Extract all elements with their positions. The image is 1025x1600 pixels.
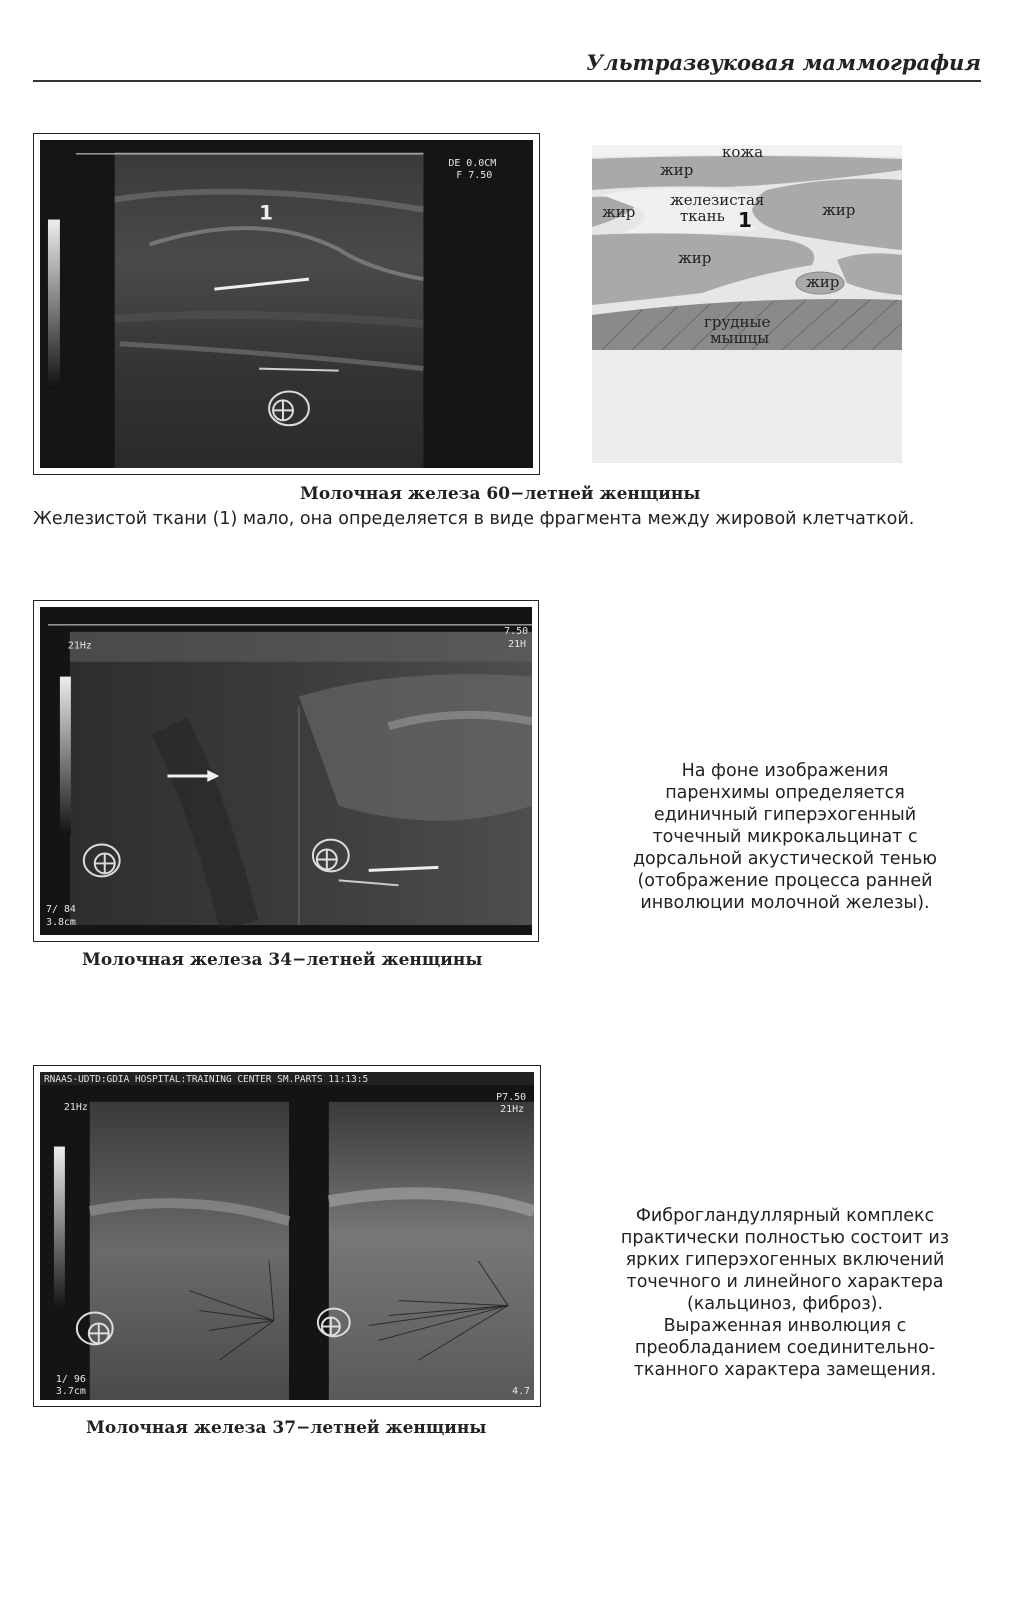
text-line: инволюции молочной железы). xyxy=(640,893,930,913)
freq-readout: P7.50 xyxy=(496,1091,527,1103)
text-line: На фоне изображения xyxy=(681,761,889,781)
text-line: (кальциноз, фиброз). xyxy=(686,1294,884,1314)
text-line: (отображение процесса ранней xyxy=(637,871,933,891)
text-line: Выраженная инволюция с xyxy=(663,1316,907,1336)
frame-rate-readout-right: 21Hz xyxy=(500,1103,525,1115)
figure-caption-2: Молочная железа 34−летней женщины xyxy=(82,950,483,970)
ultrasound-image-1 xyxy=(33,133,540,475)
ultrasound-image-2 xyxy=(33,600,539,942)
anatomy-diagram xyxy=(592,145,902,463)
label-gland-number: 1 xyxy=(738,208,752,232)
depth-readout: DE 0.0CM xyxy=(448,157,497,169)
frame-rate-readout: 21Hz xyxy=(63,1101,88,1113)
frame-counter: 7/ 84 xyxy=(45,904,76,916)
ultrasound-image-3 xyxy=(33,1065,541,1407)
label-muscle-2: мышцы xyxy=(710,329,770,347)
label-gland-2: ткань xyxy=(680,207,725,225)
label-muscle-1: грудные xyxy=(704,313,771,331)
text-line: точечного и линейного характера xyxy=(626,1272,944,1292)
freq-readout: 7.50 xyxy=(504,625,529,637)
depth-readout-right: 4.7 xyxy=(512,1386,531,1398)
header-rule xyxy=(33,80,981,82)
label-skin: кожа xyxy=(722,145,764,161)
figure-text-3 xyxy=(590,1205,980,1381)
text-line: преобладанием соединительно- xyxy=(634,1338,936,1358)
label-fat-right: жир xyxy=(822,201,856,219)
frame-counter: 1/ 96 xyxy=(55,1374,86,1386)
figure-text-1: Железистой ткани (1) мало, она определяется в виде фрагмента между жировой клетчаткой. xyxy=(33,509,915,529)
label-gland-1: железистая xyxy=(670,191,765,209)
tissue-marker: 1 xyxy=(259,201,273,225)
text-line: точечный микрокальцинат с xyxy=(652,827,918,847)
figure-text-2 xyxy=(600,760,970,914)
label-fat-left: жир xyxy=(602,203,636,221)
banner-readout: RNAAS-UDTD:GDIA HOSPITAL:TRAINING CENTER SM.PARTS 11:13:5 xyxy=(43,1073,369,1085)
label-fat-top: жир xyxy=(660,161,694,179)
label-fat-small: жир xyxy=(806,273,840,291)
text-line: тканного характера замещения. xyxy=(633,1360,937,1380)
frame-rate-readout: 21Hz xyxy=(67,640,92,652)
freq-readout: F 7.50 xyxy=(456,169,493,181)
text-line: паренхимы определяется xyxy=(665,783,905,803)
figure-caption-1: Молочная железа 60−летней женщины xyxy=(300,484,701,504)
frame-rate-readout-right: 21H xyxy=(508,638,527,650)
text-line: практически полностью состоит из xyxy=(620,1228,950,1248)
text-line: единичный гиперэхогенный xyxy=(653,805,917,825)
label-fat-mid: жир xyxy=(678,249,712,267)
figure-caption-3: Молочная железа 37−летней женщины xyxy=(86,1418,487,1438)
depth-readout: 3.7cm xyxy=(55,1386,86,1398)
running-header: Ультразвуковая маммография xyxy=(586,50,981,75)
text-line: ярких гиперэхогенных включений xyxy=(625,1250,945,1270)
text-line: Фиброгландуллярный комплекс xyxy=(635,1206,935,1226)
depth-readout: 3.8cm xyxy=(45,917,76,929)
text-line: дорсальной акустической тенью xyxy=(632,849,938,869)
